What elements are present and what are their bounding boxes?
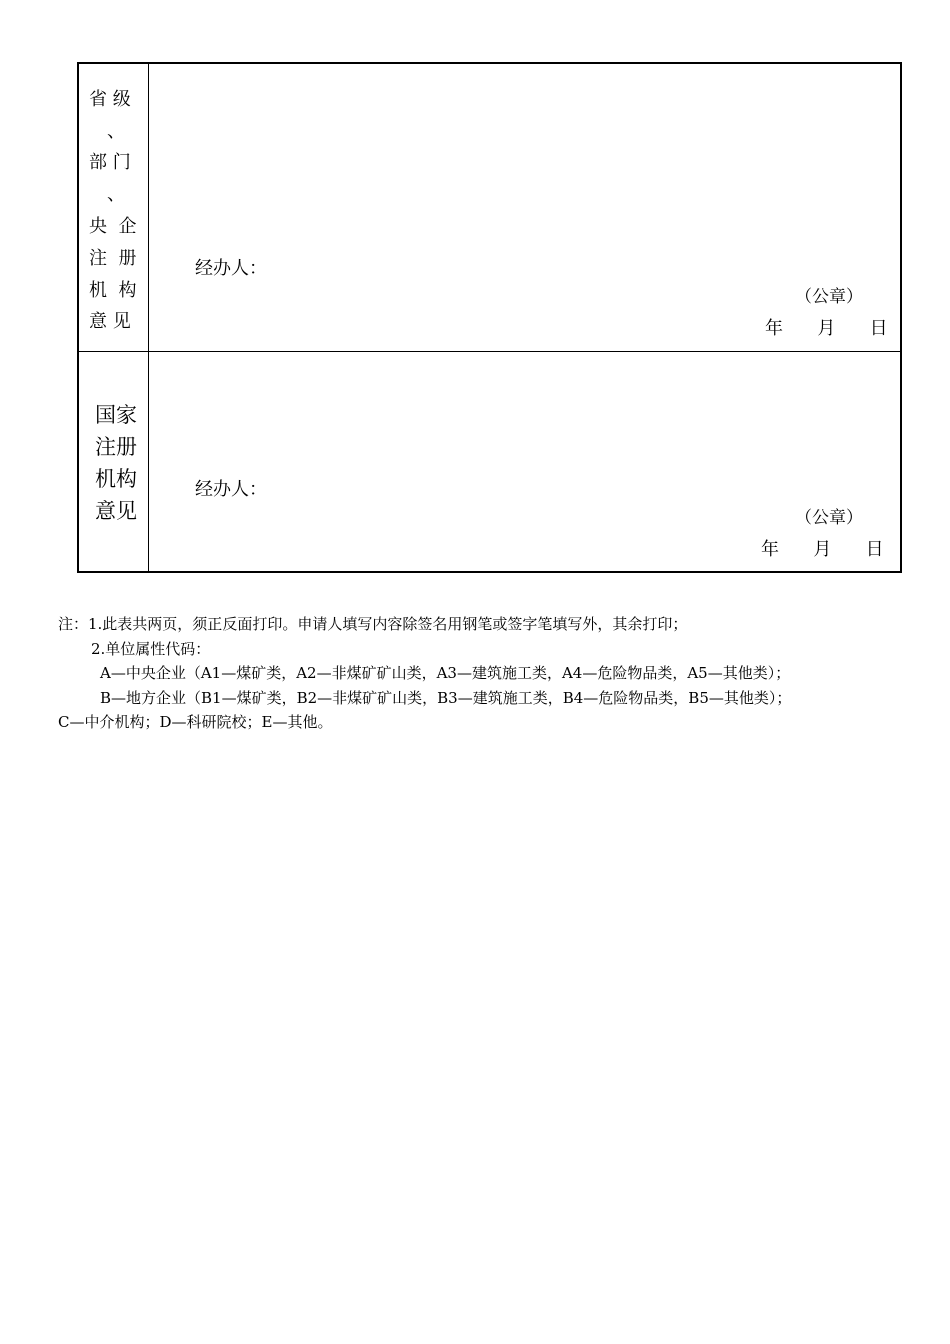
provincial-opinion-content[interactable]	[149, 64, 900, 351]
handler-label: 经办人：	[195, 479, 267, 500]
note-line: 注：1.此表共两页，须正反面打印。申请人填写内容除签名用钢笔或签字笔填写外，其余打印；	[58, 615, 688, 633]
label-line: 央 企	[89, 216, 137, 237]
label-line: 省 级	[89, 89, 131, 110]
label-line: 国家	[95, 403, 137, 427]
label-line: 、	[107, 184, 125, 205]
note-line: C—中介机构；D—科研院校；E—其他。	[58, 713, 333, 731]
note-line: B—地方企业（B1—煤矿类，B2—非煤矿矿山类，B3—建筑施工类，B4—危险物品类，B5—其他类）；	[100, 688, 792, 707]
provincial-opinion-row	[79, 64, 900, 352]
national-opinion-content[interactable]	[149, 352, 900, 573]
provincial-opinion-label-cell	[79, 64, 149, 351]
handler-label: 经办人：	[195, 258, 267, 279]
official-seal-label: （公章）	[795, 508, 863, 528]
label-line: 注 册	[89, 248, 137, 269]
label-line: 机构	[95, 467, 137, 491]
label-line: 意 见	[89, 311, 131, 332]
national-opinion-row	[79, 352, 900, 573]
label-line: 机 构	[89, 280, 137, 301]
note-line: A—中央企业（A1—煤矿类，A2—非煤矿矿山类，A3—建筑施工类，A4—危险物品类，A5—其他类）；	[100, 664, 791, 682]
official-seal-label: （公章）	[795, 287, 863, 307]
national-opinion-label-cell	[79, 352, 149, 573]
label-line: 、	[107, 121, 125, 142]
label-line: 部 门	[89, 152, 131, 173]
label-line: 意见	[95, 499, 137, 523]
opinion-form-table	[77, 62, 902, 573]
label-line: 注册	[95, 435, 137, 459]
note-line: 2.单位属性代码：	[91, 639, 211, 658]
date-label: 年 月 日	[765, 318, 888, 339]
date-label: 年 月 日	[761, 539, 884, 560]
notes-section	[58, 612, 918, 735]
